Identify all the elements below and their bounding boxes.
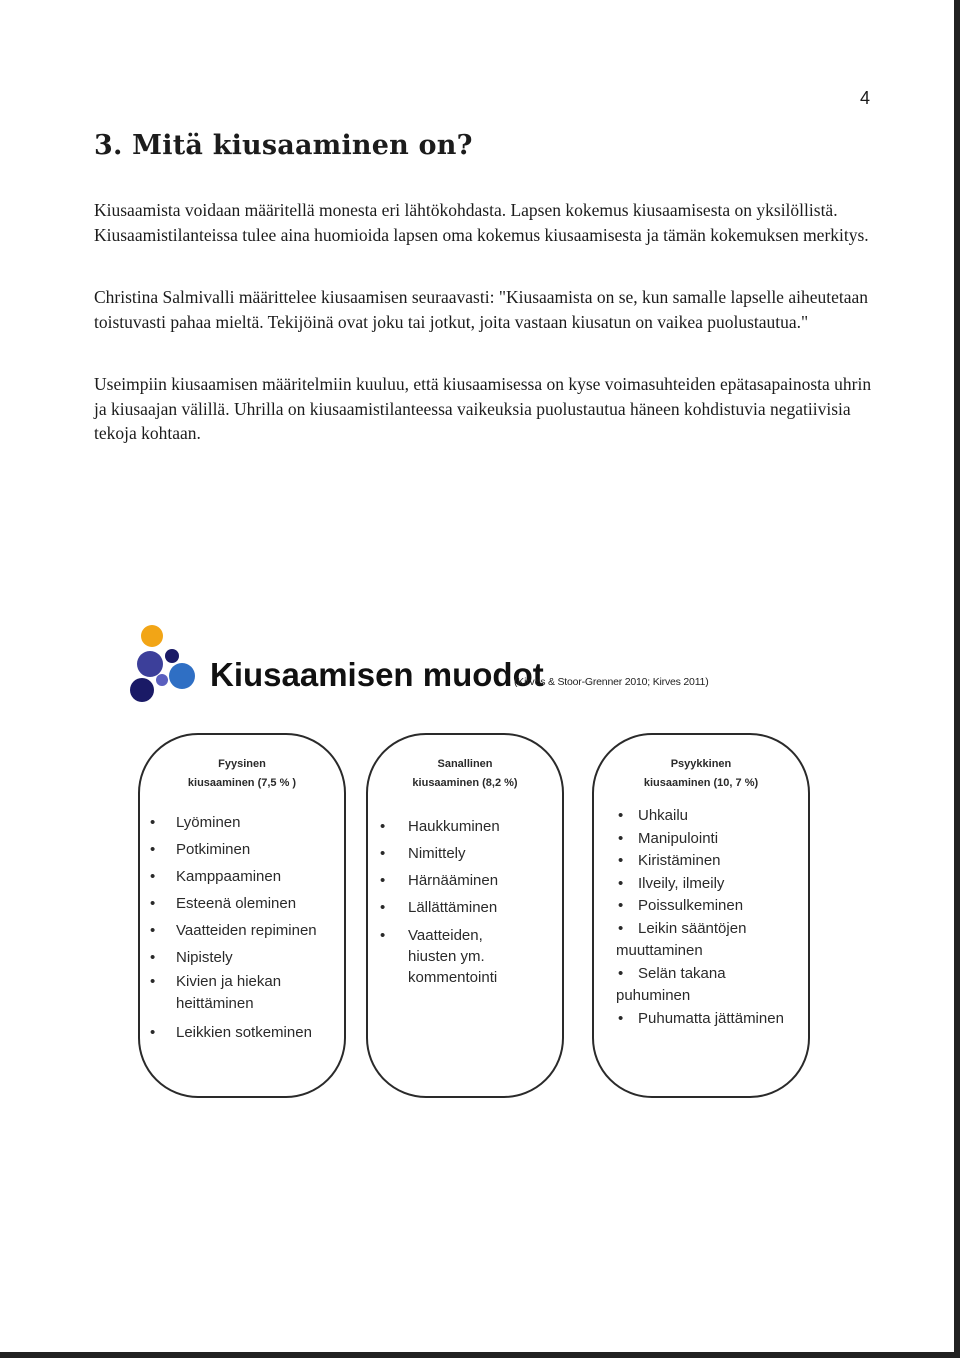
panel-title: Psyykkinen [670, 758, 732, 770]
panel-psychological-bullying [592, 733, 810, 1098]
list-item: • Poissulkeminen [594, 895, 808, 918]
panel-verbal-bullying [366, 733, 564, 1098]
list-item: • Potkiminen [140, 836, 344, 863]
scan-edge-bottom [0, 1352, 960, 1358]
panel-item-list [140, 809, 344, 1046]
diagram-source-citation: (Kirves & Stoor-Grenner 2010; Kirves 2011) [514, 676, 709, 688]
list-item: • Nipistely [140, 944, 344, 971]
list-item: • Nimittely [368, 840, 562, 867]
people-group-logo-icon [128, 618, 208, 708]
section-heading: 3. Mitä kiusaaminen on? [94, 130, 473, 161]
list-item: • Kivien ja hiekan heittäminen [140, 971, 286, 1015]
panel-item-list [594, 805, 808, 1030]
panel-header [140, 755, 344, 793]
page-number: 4 [860, 88, 871, 108]
list-item: • Vaatteiden repiminen [140, 917, 344, 944]
panel-header [594, 755, 808, 793]
list-item: • Kamppaaminen [140, 863, 344, 890]
list-item: • Esteenä oleminen [140, 890, 344, 917]
panel-title: Fyysinen [218, 758, 266, 770]
paragraph-salmivalli-quote: Christina Salmivalli määrittelee kiusaamisen seuraavasti: "Kiusaamista on se, kun samalle lapselle aiheutetaan toistuvasti pahaa mieltä. Tekijöinä ovat joku tai jotkut, joita vastaan kiusatun on vaikea puolustautua." [94, 287, 868, 332]
logo-head-dark [130, 678, 154, 702]
panel-subtitle: kiusaaminen (10, 7 %) [643, 777, 759, 789]
logo-head-navy [165, 649, 179, 663]
list-item: • Uhkailu [594, 805, 808, 828]
logo-body-blue [169, 663, 195, 689]
panel-physical-bullying [138, 733, 346, 1098]
list-item: • Ilveily, ilmeily [594, 873, 808, 896]
logo-accent [156, 674, 168, 686]
panel-title: Sanallinen [437, 758, 493, 770]
list-item: • Selän takana puhuminen [594, 963, 726, 1008]
list-item: • Manipulointi [594, 828, 808, 851]
list-item: • Härnääminen [368, 867, 562, 894]
logo-head-orange [141, 625, 163, 647]
panel-header [368, 755, 562, 793]
list-item: • Kiristäminen [594, 850, 808, 873]
paragraph-intro: Kiusaamista voidaan määritellä monesta eri lähtökohdasta. Lapsen kokemus kiusaamisesta on yksilöllistä. Kiusaamistilanteissa tulee aina huomioida lapsen oma kokemus kiusaamisesta ja tämän kokemuksen merkitys. [94, 200, 869, 245]
list-item: • Haukkuminen [368, 813, 562, 840]
paragraph-power-imbalance: Useimpiin kiusaamisen määritelmiin kuuluu, että kiusaamisessa on kyse voimasuhteiden epätasapainosta uhrin ja kiusaajan välillä. Uhrilla on kiusaamistilanteessa vaikeuksia puolustautua häneen kohdistuvia negatiivisia tekoja kohtaan. [94, 374, 872, 443]
list-item: • Leikin sääntöjen muuttaminen [594, 918, 756, 963]
logo-body-purple [137, 651, 163, 677]
list-item: • Leikkien sotkeminen [140, 1019, 344, 1046]
scan-edge-right [954, 0, 960, 1358]
panel-item-list [368, 813, 562, 988]
panel-subtitle: kiusaaminen (7,5 % ) [187, 777, 297, 789]
panel-subtitle: kiusaaminen (8,2 %) [412, 777, 518, 789]
list-item: • Lyöminen [140, 809, 344, 836]
diagram-title: Kiusaamisen muodot [210, 656, 544, 693]
list-item: • Lällättäminen [368, 894, 562, 921]
list-item: • Vaatteiden, hiusten ym. kommentointi [368, 925, 528, 988]
list-item: • Puhumatta jättäminen [594, 1008, 808, 1031]
